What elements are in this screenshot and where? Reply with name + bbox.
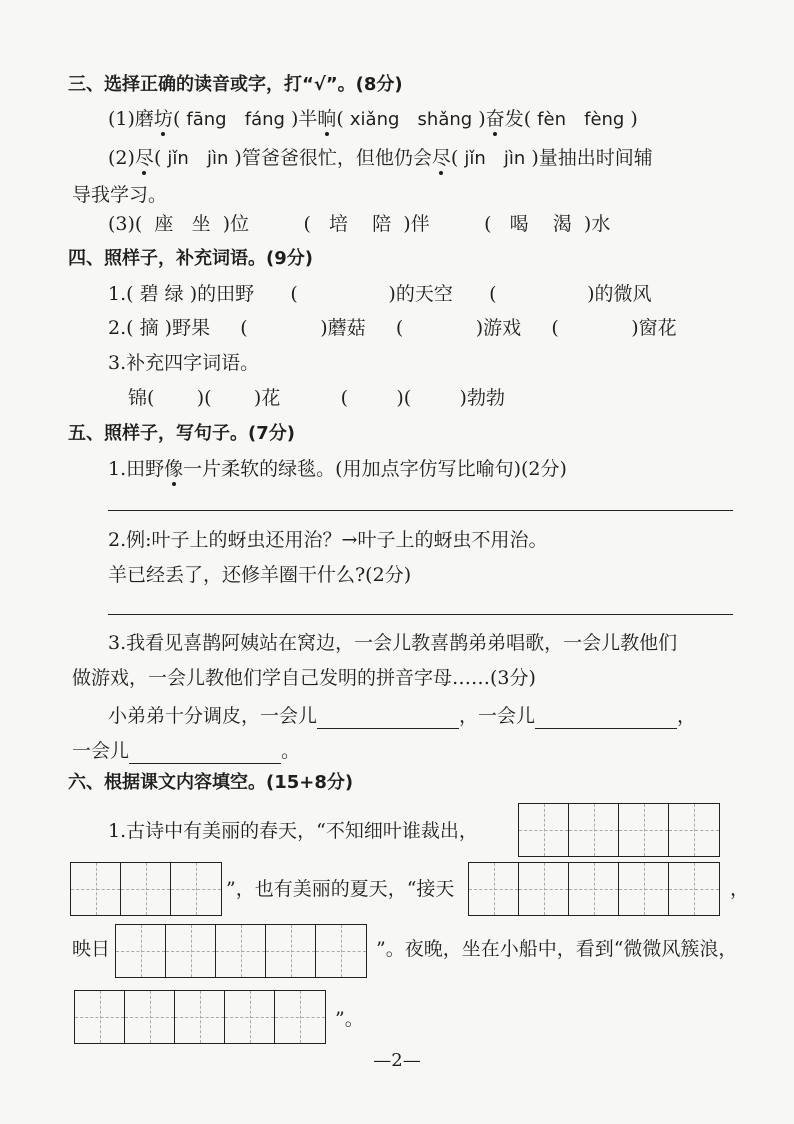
s6-line1: 1.古诗中有美丽的春天，“不知细叶谁裁出， bbox=[108, 820, 478, 842]
s6-line3-end: ”。夜晚，坐在小船中，看到“微微风簇浪， bbox=[376, 938, 738, 960]
blank-2[interactable] bbox=[535, 708, 677, 729]
s3-q1: (1)磨坊( fāng fáng )半晌( xiǎng shǎng )奋发( fèn fèng ) bbox=[108, 108, 638, 130]
section-6-title: 六、根据课文内容填空。(15+8分) bbox=[68, 772, 354, 793]
s6-line2: ”，也有美丽的夏天，“接天 bbox=[226, 878, 455, 900]
s3-q2-cont: 导我学习。 bbox=[72, 184, 168, 206]
s4-line3: 3.补充四字词语。 bbox=[108, 352, 260, 374]
s6-line3-start: 映日 bbox=[72, 938, 111, 960]
char-grid-4[interactable] bbox=[115, 924, 367, 978]
s5-q3-line2: 做游戏，一会儿教他们学自己发明的拼音字母……(3分) bbox=[72, 667, 536, 689]
s5-q2-example: 2.例:叶子上的蚜虫还用治？→叶子上的蚜虫不用治。 bbox=[108, 529, 548, 551]
char-grid-1[interactable] bbox=[518, 803, 720, 857]
s5-q3-line3: 小弟弟十分调皮，一会儿 ，一会儿 ， bbox=[108, 705, 697, 727]
char-grid-3[interactable] bbox=[468, 862, 720, 916]
s5-q1: 1.田野像一片柔软的绿毯。(用加点字仿写比喻句)(2分) bbox=[108, 458, 567, 480]
s4-line2: 2.( 摘 )野果 ( )蘑菇 ( )游戏 ( )窗花 bbox=[108, 317, 677, 339]
section-3-title: 三、选择正确的读音或字，打“√”。(8分) bbox=[68, 74, 403, 95]
s4-line4: 锦( )( )花 ( )( )勃勃 bbox=[128, 387, 505, 409]
char-grid-2[interactable] bbox=[70, 862, 222, 916]
s6-line2-comma: ， bbox=[730, 878, 750, 900]
s5-q2-prompt: 羊已经丢了，还修羊圈干什么?(2分) bbox=[108, 564, 412, 586]
s6-line4: ”。 bbox=[335, 1008, 364, 1030]
section-5-title: 五、照样子，写句子。(7分) bbox=[68, 423, 295, 444]
blank-3[interactable] bbox=[129, 743, 281, 764]
char-grid-5[interactable] bbox=[74, 990, 326, 1044]
s5-q3-line4: 一会儿 。 bbox=[72, 740, 301, 762]
answer-line-2[interactable] bbox=[108, 614, 733, 615]
s5-q3-line1: 3.我看见喜鹊阿姨站在窝边，一会儿教喜鹊弟弟唱歌，一会儿教他们 bbox=[108, 632, 678, 654]
s4-line1: 1.( 碧 绿 )的田野 ( )的天空 ( )的微风 bbox=[108, 283, 652, 305]
section-4-title: 四、照样子，补充词语。(9分) bbox=[68, 248, 313, 269]
blank-1[interactable] bbox=[317, 708, 459, 729]
s3-q3: (3)( 座 坐 )位 ( 培 陪 )伴 ( 喝 渴 )水 bbox=[108, 213, 611, 235]
s3-q2: (2)尽( jǐn jìn )管爸爸很忙，但他仍会尽( jǐn jìn )量抽出时间辅 bbox=[108, 147, 653, 169]
page-number: —2— bbox=[373, 1050, 421, 1071]
answer-line-1[interactable] bbox=[108, 510, 733, 511]
